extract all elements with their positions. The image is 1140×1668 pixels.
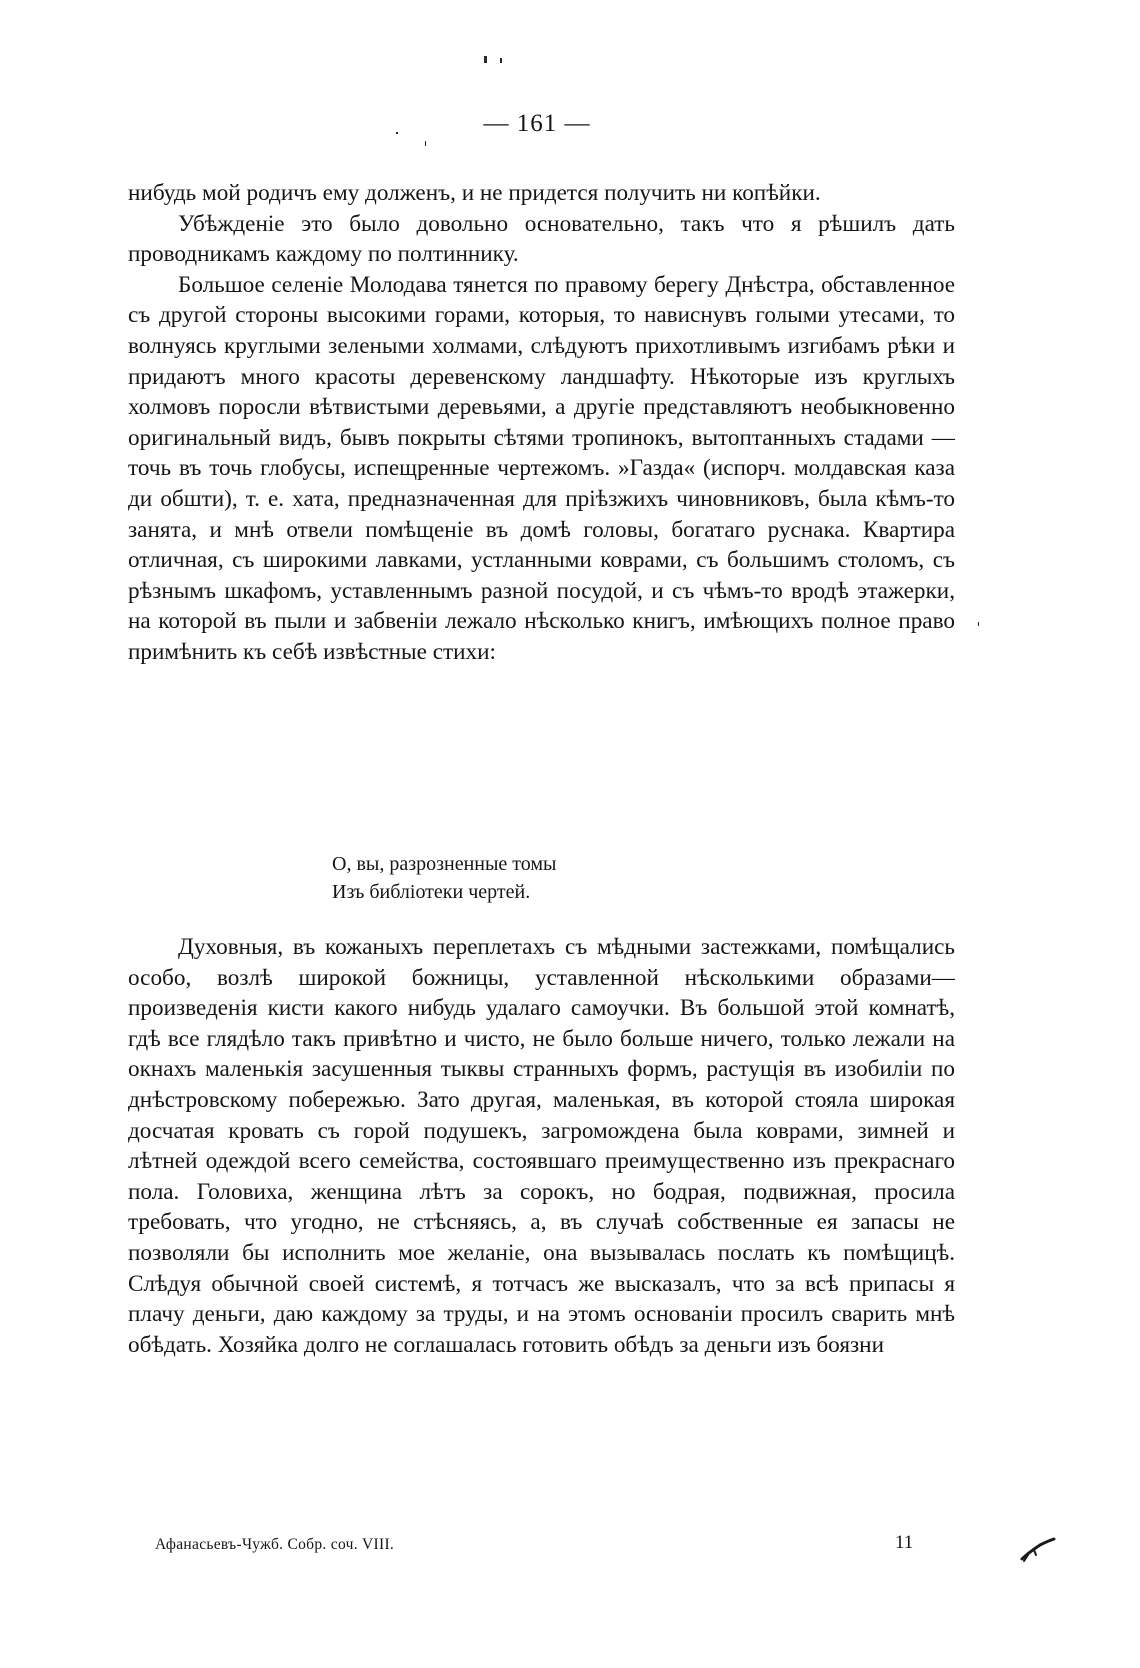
poem-line: Изъ библіотеки чертей. bbox=[332, 881, 531, 903]
scan-speck bbox=[484, 56, 487, 63]
paragraph: Большое селеніе Молодава тянется по правому берегу Днѣстра, обставленное съ другой стороны высокими горами, которыя, то нависнувъ голыми утесами, то волнуясь круглыми зелеными холмами, слѣдуютъ прихотливымъ изгибамъ рѣки и придаютъ много красоты деревенскому ландшафту. Нѣкоторые изъ круглыхъ холмовъ поросли вѣтвистыми деревьями, а другіе представляютъ необыкновенно оригинальный видъ, бывъ покрыты сѣтями тропинокъ, вытоптанныхъ стадами — точь въ точь глобусы, испещренные чертежомъ. »Газда« (испорч. молдавская каза ди обшти), т. е. хата, предназначенная для пріѣзжихъ чиновниковъ, была кѣмъ-то занята, и мнѣ отвели помѣщеніе въ домѣ головы, богатаго руснака. Квартира отличная, съ широкими лавками, устланными коврами, съ большимъ столомъ, съ рѣзнымъ шкафомъ, уставленнымъ разной посудой, и съ чѣмъ-то вродѣ этажерки, на которой въ пыли и забвеніи лежало нѣсколько книгъ, имѣющихъ полное право примѣнить къ себѣ извѣстные стихи: bbox=[128, 271, 955, 665]
paragraph: нибудь мой родичъ ему долженъ, и не придется получить ни копѣйки. bbox=[128, 180, 821, 206]
scan-speck bbox=[978, 622, 979, 626]
ink-mark-icon bbox=[1018, 1535, 1058, 1565]
poem-quote bbox=[332, 850, 557, 906]
main-text-top bbox=[128, 178, 955, 668]
poem-line: О, вы, разрозненные томы bbox=[332, 853, 557, 875]
scan-speck bbox=[500, 58, 502, 63]
footer-signature: Афанасьевъ-Чужб. Собр. соч. VIII. bbox=[155, 1536, 395, 1553]
scan-speck bbox=[425, 141, 426, 146]
main-text-bottom bbox=[128, 932, 955, 1360]
paragraph: Убѣжденіе это было довольно основательно, такъ что я рѣшилъ дать проводникамъ каждому по полтиннику. bbox=[128, 210, 955, 268]
footer-sheet-number: 11 bbox=[895, 1532, 914, 1553]
page-number: — 161 — bbox=[483, 110, 591, 137]
paragraph: Духовныя, въ кожаныхъ переплетахъ съ мѣдными застежками, помѣщались особо, возлѣ широкой божницы, уставленной нѣсколькими образами—произведенія кисти какого нибудь удалаго самоучки. Въ большой этой комнатѣ, гдѣ все глядѣло такъ привѣтно и чисто, не было больше ничего, только лежали на окнахъ маленькія засушенныя тыквы странныхъ формъ, растущія въ изобиліи по днѣстровскому побережью. Зато другая, маленькая, въ которой стояла широкая досчатая кровать съ горой подушекъ, загромождена была коврами, зимней и лѣтней одеждой всего семейства, состоявшаго преимущественно изъ прекраснаго пола. Головиха, женщина лѣтъ за сорокъ, но бодрая, подвижная, просила требовать, что угодно, не стѣсняясь, а, въ случаѣ собственные ея запасы не позволяли бы исполнить мое желаніе, она вызывалась послать къ помѣщицѣ. Слѣдуя обычной своей системѣ, я тотчасъ же высказалъ, что за всѣ припасы я плачу деньги, даю каждому за труды, и на этомъ основаніи просилъ сварить мнѣ обѣдать. Хозяйка долго не соглашалась готовить обѣдъ за деньги изъ боязни bbox=[128, 934, 955, 1358]
